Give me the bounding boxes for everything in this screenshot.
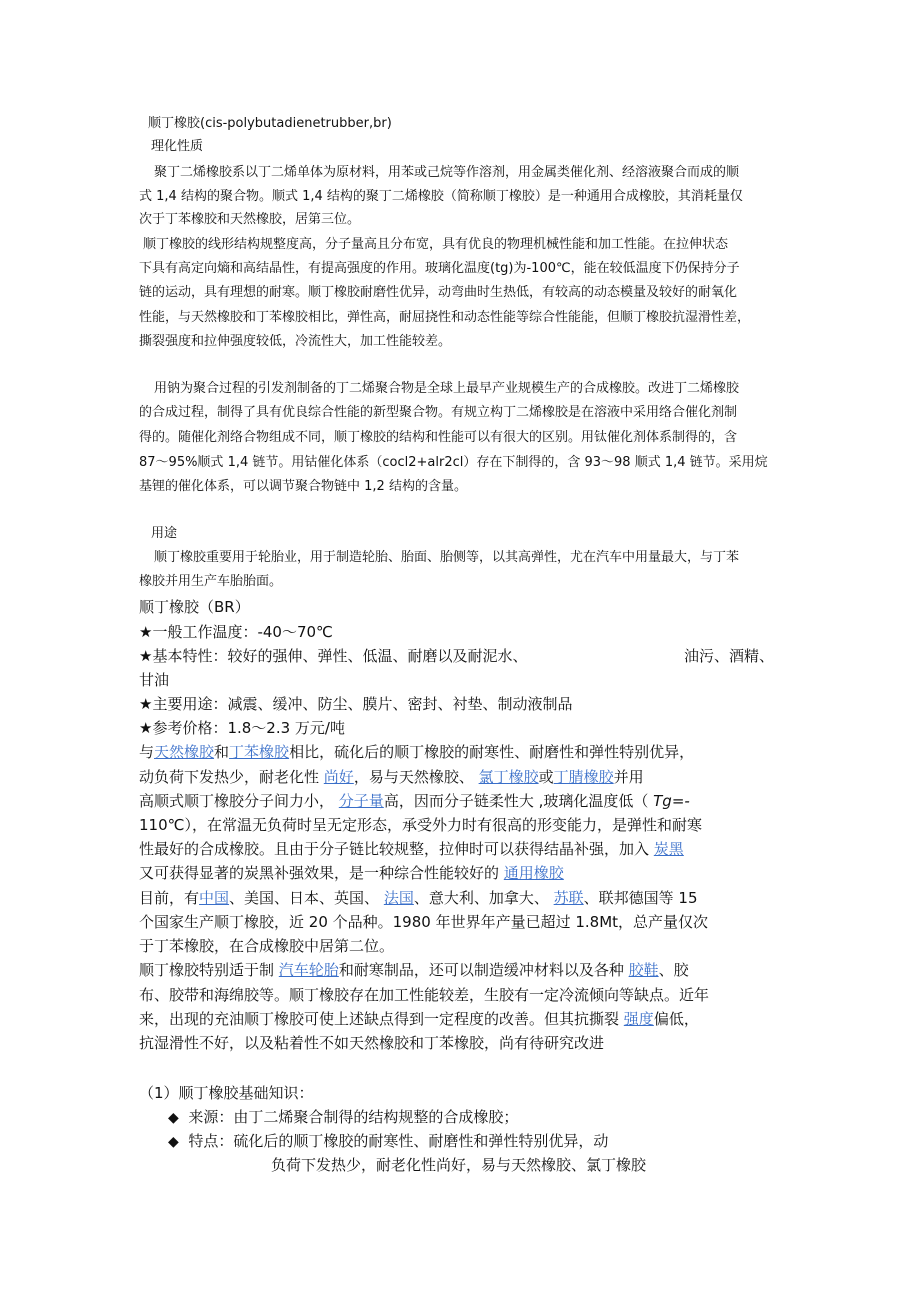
spec-properties-end: 甘油 — [139, 671, 170, 689]
text: 目前，有 — [139, 889, 200, 907]
link-molecular-weight[interactable]: 分子量 — [338, 792, 384, 810]
para2-line: 顺丁橡胶的线形结构规整度高，分子量高且分布宽，具有优良的物理机械性能和加工性能。在拉伸状态 — [143, 237, 729, 252]
spec-properties: ★基本特性：较好的强伸、弹性、低温、耐磨以及耐泥水、 — [139, 647, 528, 665]
link-general-rubber[interactable]: 通用橡胶 — [503, 864, 564, 882]
text: 、意大利、加拿大、 — [413, 889, 549, 907]
link-carbon-black[interactable]: 炭黑 — [653, 840, 684, 858]
para-production-line — [139, 886, 698, 910]
link-rubber-shoes[interactable]: 胶鞋 — [628, 961, 659, 979]
basics-heading: （1）顺丁橡胶基础知识： — [139, 1084, 314, 1102]
text: 动负荷下发热少，耐老化性 — [139, 768, 320, 786]
para3-line: 用钠为聚合过程的引发剂制备的丁二烯聚合物是全球上最早产业规模生产的合成橡胶。改进丁二烯橡胶 — [154, 381, 740, 396]
para-production-line: 于丁苯橡胶，在合成橡胶中居第二位。 — [139, 937, 395, 955]
para3-line: 基锂的催化体系，可以调节聚合物链中 1,2 结构的含量。 — [139, 479, 467, 494]
link-fair[interactable]: 尚好 — [323, 768, 354, 786]
link-france[interactable]: 法国 — [383, 889, 414, 907]
use-text-line: 顺丁橡胶重要用于轮胎业，用于制造轮胎、胎面、胎侧等，以其高弹性，尤在汽车中用量最大，与丁苯 — [154, 550, 740, 565]
link-chloroprene[interactable]: 氯丁橡胶 — [478, 768, 539, 786]
text: 高，因而分子链柔性大 ,玻璃化温度低（ — [383, 792, 649, 810]
para-comparison-line — [139, 861, 564, 885]
para-application-line — [139, 1007, 699, 1031]
para-comparison-line — [139, 765, 644, 789]
text: 并用 — [613, 768, 644, 786]
text: ，易与天然橡胶、 — [353, 768, 474, 786]
text: 又可获得显著的炭黑补强效果，是一种综合性能较好的 — [139, 864, 500, 882]
text: 性最好的合成橡胶。且由于分子链比较规整，拉伸时可以获得结晶补强，加入 — [139, 840, 650, 858]
para1-line: 式 1,4 结构的聚合物。顺式 1,4 结构的聚丁二烯橡胶（简称顺丁橡胶）是一种通用合成橡胶，其消耗量仅 — [139, 189, 743, 204]
spec-properties-cont: 油污、酒精、 — [684, 647, 775, 665]
tg-formula: Tg=- — [653, 792, 690, 810]
para-comparison-line — [139, 837, 684, 861]
para2-line: 性能，与天然橡胶和丁苯橡胶相比，弹性高，耐屈挠性和动态性能等综合性能能，但顺丁橡胶抗湿滑性差， — [139, 310, 751, 325]
bullet-text: 特点：硫化后的顺丁橡胶的耐寒性、耐磨性和弹性特别优异，动 — [188, 1132, 609, 1150]
para3-line: 87～95%顺式 1,4 链节。用钴催化体系（cocl2+alr2cl）存在下制得的，含 93～98 顺式 1,4 链节。采用烷 — [139, 455, 768, 470]
text: 与 — [139, 743, 155, 761]
link-strength[interactable]: 强度 — [623, 1010, 654, 1028]
link-ussr[interactable]: 苏联 — [553, 889, 584, 907]
para-application-line: 抗湿滑性不好，以及粘着性不如天然橡胶和丁苯橡胶，尚有待研究改进 — [139, 1034, 605, 1052]
text: 、美国、日本、英国、 — [229, 889, 380, 907]
spec-temperature: ★一般工作温度：-40～70℃ — [139, 623, 333, 641]
text: 高顺式顺丁橡胶分子间力小， — [139, 792, 335, 810]
link-china[interactable]: 中国 — [199, 889, 230, 907]
diamond-bullet-icon: ◆ — [168, 1134, 179, 1150]
para-comparison-line — [139, 789, 690, 813]
link-car-tire[interactable]: 汽车轮胎 — [278, 961, 339, 979]
text: 、胶 — [658, 961, 689, 979]
use-heading: 用途 — [151, 526, 178, 541]
text: 、联邦德国等 15 — [583, 889, 698, 907]
para-application-line: 布、胶带和海绵胶等。顺丁橡胶存在加工性能较差，生胶有一定冷流倾向等缺点。近年 — [139, 986, 710, 1004]
para3-line: 得的。随催化剂络合物组成不同，顺丁橡胶的结构和性能可以有很大的区别。用钛催化剂体系制得的，含 — [139, 430, 738, 445]
para1-line: 次于丁苯橡胶和天然橡胶，居第三位。 — [139, 212, 361, 227]
link-sbr[interactable]: 丁苯橡胶 — [229, 743, 290, 761]
text: 或 — [538, 768, 554, 786]
para-production-line: 个国家生产顺丁橡胶，近 20 个品种。1980 年世界年产量已超过 1.8Mt，总产量仅次 — [139, 913, 709, 931]
para-comparison-line: 110℃），在常温无负荷时呈无定形态，承受外力时有很高的形变能力，是弹性和耐寒 — [139, 816, 702, 834]
text: 和耐寒制品，还可以制造缓冲材料以及各种 — [338, 961, 624, 979]
use-text-line: 橡胶并用生产车胎胎面。 — [139, 574, 283, 589]
spec-price: ★参考价格：1.8～2.3 万元/吨 — [139, 719, 345, 737]
text: 相比，硫化后的顺丁橡胶的耐寒性、耐磨性和弹性特别优异， — [289, 743, 695, 761]
text: 偏低， — [653, 1010, 699, 1028]
para1-line: 聚丁二烯橡胶系以丁二烯单体为原材料，用苯或己烷等作溶剂，用金属类催化剂、经溶液聚合而成的顺 — [154, 165, 740, 180]
diamond-bullet-icon: ◆ — [168, 1110, 179, 1126]
text: 顺丁橡胶特别适于制 — [139, 961, 275, 979]
bullet-text-continued: 负荷下发热少，耐老化性尚好，易与天然橡胶、氯丁橡胶 — [271, 1156, 647, 1174]
doc-title: 顺丁橡胶(cis-polybutadienetrubber,br) — [148, 116, 392, 131]
para2-line: 链的运动，具有理想的耐寒。顺丁橡胶耐磨性优异，动弯曲时生热低，有较高的动态模量及较好的耐氧化 — [139, 285, 738, 300]
bullet-item-features — [168, 1129, 608, 1154]
text: 来，出现的充油顺丁橡胶可使上述缺点得到一定程度的改善。但其抗撕裂 — [139, 1010, 620, 1028]
para2-line: 下具有高定向熵和高结晶性，有提高强度的作用。玻璃化温度(tg)为-100℃，能在较低温度下仍保持分子 — [139, 261, 740, 276]
subtitle-properties: 理化性质 — [151, 139, 204, 154]
bullet-text: 来源：由丁二烯聚合制得的结构规整的合成橡胶； — [188, 1108, 519, 1126]
para-application-line — [139, 958, 689, 982]
link-nbr[interactable]: 丁腈橡胶 — [553, 768, 614, 786]
link-natural-rubber[interactable]: 天然橡胶 — [154, 743, 215, 761]
para2-line: 撕裂强度和拉伸强度较低，冷流性大，加工性能较差。 — [139, 334, 452, 349]
text: 和 — [214, 743, 230, 761]
para3-line: 的合成过程，制得了具有优良综合性能的新型聚合物。有规立构丁二烯橡胶是在溶液中采用络合催化剂制 — [139, 405, 738, 420]
para-comparison-line — [139, 740, 694, 764]
bullet-item-source — [168, 1105, 518, 1130]
spec-usage: ★主要用途：减震、缓冲、防尘、膜片、密封、衬垫、制动液制品 — [139, 695, 573, 713]
br-name: 顺丁橡胶（BR） — [139, 598, 250, 616]
